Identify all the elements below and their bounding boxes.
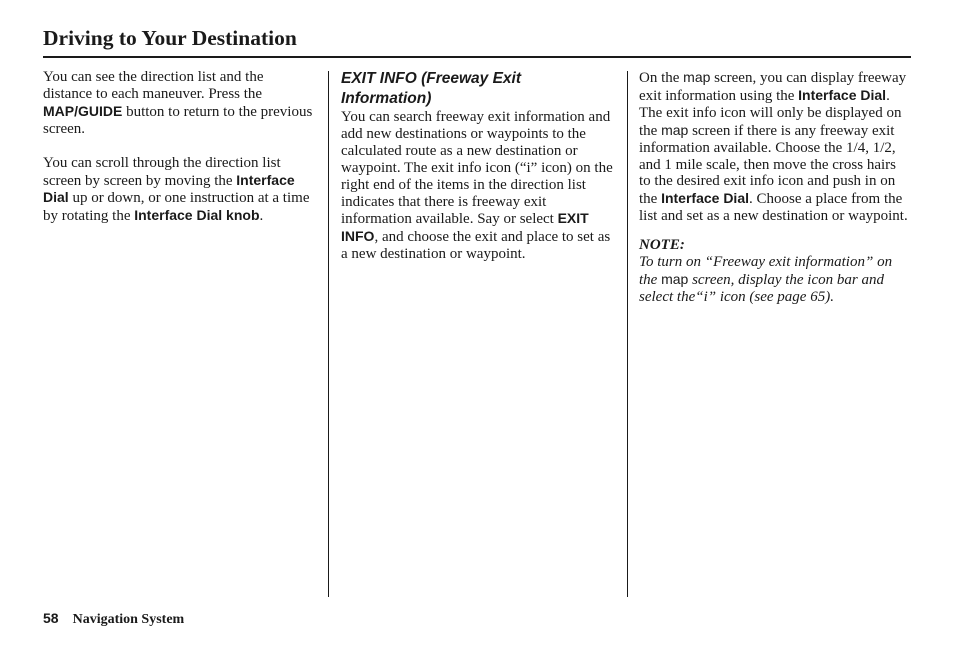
text-run: screen, display the icon bar and select the“i” icon (see page 65). <box>639 271 884 305</box>
text-run: , and choose the exit and place to set as a new destination or waypoint. <box>341 229 611 263</box>
paragraph-scroll-instructions <box>43 155 315 226</box>
column-divider <box>627 71 628 597</box>
note-heading: NOTE: <box>639 237 685 254</box>
page-number: 58 <box>43 610 59 626</box>
page-footer <box>43 610 184 628</box>
paragraph-direction-list <box>43 69 315 138</box>
page-title: Driving to Your Destination <box>43 26 297 50</box>
text-run: To turn on “Freeway exit information” on the <box>639 254 893 288</box>
map-guide-button-ref: MAP/GUIDE <box>43 102 123 119</box>
interface-dial-ref: Interface Dial <box>798 86 887 103</box>
text-run: On the <box>639 70 684 86</box>
interface-dial-ref: Interface Dial <box>661 190 750 207</box>
text-run: You can scroll through the direction list screen by screen by moving the <box>43 154 281 189</box>
paragraph-exit-info <box>341 109 613 263</box>
note-body <box>639 254 911 306</box>
text-run: You can see the direction list and the distance to each maneuver. Press the <box>43 69 264 102</box>
map-screen-ref: map <box>661 121 689 138</box>
footer-label: Navigation System <box>72 612 185 627</box>
text-run: button to return to the previous screen. <box>43 103 313 137</box>
map-screen-ref: map <box>661 270 689 287</box>
column-left <box>43 69 315 225</box>
paragraph-map-screen <box>639 69 911 225</box>
interface-dial-knob-ref: Interface Dial knob <box>134 207 260 224</box>
title-rule <box>43 56 911 58</box>
column-middle <box>341 69 613 263</box>
section-heading-exit-info: EXIT INFO (Freeway Exit Information) <box>341 70 522 107</box>
interface-dial-ref: Interface Dial <box>43 171 295 206</box>
text-run: . The exit info icon will only be displayed on the <box>639 87 902 139</box>
text-run: screen if there is any freeway exit information available. Choose the 1/4, 1/2, and 1 mile scale, then move the cross hairs to the desired exit info icon and push in on the <box>639 122 897 208</box>
text-run: You can search freeway exit information and add new destinations or waypoints to the calculated route as a new destination or waypoint. The exit info icon (“i” icon) on the right end of the items in the direction list indicates that there is freeway exit information available. Say or select <box>341 109 613 228</box>
column-divider <box>328 71 329 597</box>
text-run: up or down, or one instruction at a time by rotating the <box>43 190 310 225</box>
text-run: . <box>259 208 264 225</box>
map-screen-ref: map <box>683 69 711 85</box>
exit-info-button-ref: EXIT INFO <box>341 210 589 245</box>
column-right <box>639 69 911 306</box>
text-run: screen, you can display freeway exit information using the <box>639 70 907 104</box>
text-run: . Choose a place from the list and set as a new destination or waypoint. <box>639 191 908 225</box>
